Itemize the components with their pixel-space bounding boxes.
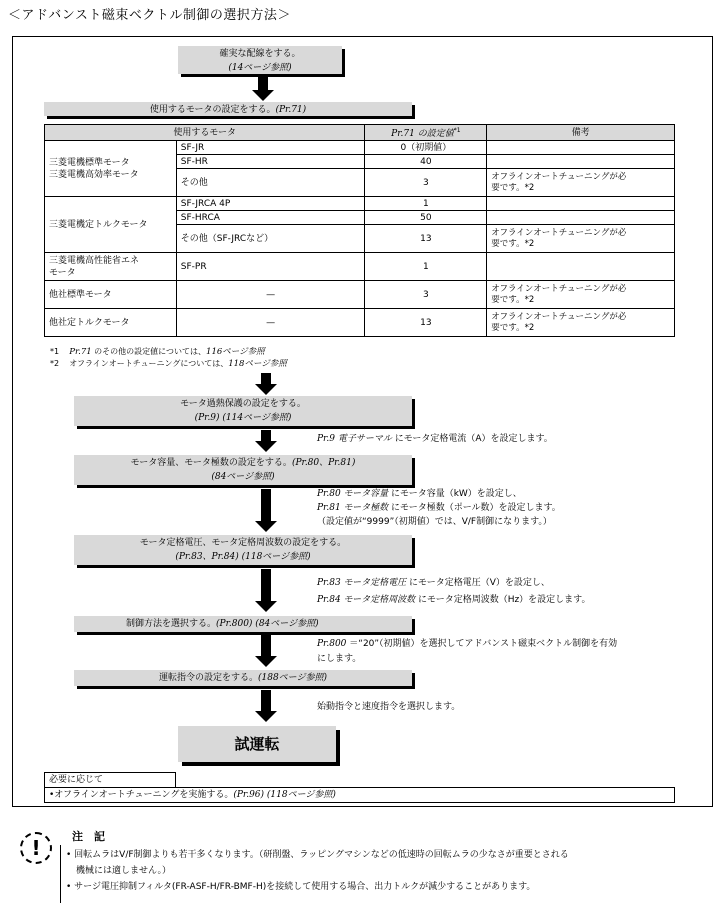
motor-model: SF-HRCA bbox=[176, 211, 365, 225]
step-rated-ref: (Pr.83、Pr.84) (118ページ参照) bbox=[175, 552, 311, 562]
col-header-pr71: Pr.71 の設定値$^{*1}$ bbox=[365, 125, 487, 141]
step-run-command bbox=[74, 670, 412, 686]
caution-item: • 回転ムラはV/F制御よりも若干多くなります。（研削盤、ラッピングマシンなどの低速時の回転ムラの少なさが重要とされる 機械には適しません。） bbox=[66, 850, 569, 876]
pr71-value: 3 bbox=[365, 281, 487, 309]
motor-group-name: 三菱電機標準モータ 三菱電機高効率モータ bbox=[45, 141, 177, 197]
step-capacity-poles bbox=[74, 455, 412, 485]
pr71-value: 1 bbox=[365, 253, 487, 281]
flow-arrow bbox=[252, 77, 274, 101]
motor-group-name: 三菱電機高性能省エネ モータ bbox=[45, 253, 177, 281]
motor-group-name: 三菱電機定トルクモータ bbox=[45, 197, 177, 253]
step-rated-label: モータ定格電圧、モータ定格周波数の設定をする。 bbox=[139, 538, 347, 548]
motor-group-name: 他社定トルクモータ bbox=[45, 309, 177, 337]
remark: オフラインオートチューニングが必 要です。*2 bbox=[487, 281, 675, 309]
step-run-ref: (188ページ参照) bbox=[257, 673, 328, 683]
motor-group-name: 他社標準モータ bbox=[45, 281, 177, 309]
step-wiring bbox=[178, 46, 342, 74]
table-header-row bbox=[45, 125, 675, 141]
note-control: Pr.800 ＝“20”（初期値）を選択してアドバンスト磁束ベクトル制御を有効 にします。 bbox=[317, 639, 618, 664]
table-row bbox=[45, 141, 675, 155]
footnote-1: *1 Pr.71 のその他の設定値については、116ページ参照 bbox=[50, 347, 265, 357]
motor-model: SF-JRCA 4P bbox=[176, 197, 365, 211]
note-run: 始動指令と速度指令を選択します。 bbox=[317, 702, 461, 712]
table-row bbox=[45, 309, 675, 337]
remark bbox=[487, 211, 675, 225]
col-header-remarks: 備考 bbox=[487, 125, 675, 141]
flow-arrow bbox=[255, 489, 277, 534]
footnote-2: *2 オフラインオートチューニングについては、118ページ参照 bbox=[50, 359, 287, 369]
optional-header: 必要に応じて bbox=[44, 772, 176, 787]
pr71-value: 50 bbox=[365, 211, 487, 225]
step-control-label: 制御方法を選択する。 bbox=[126, 619, 217, 629]
pr71-value: 3 bbox=[365, 169, 487, 197]
table-row bbox=[45, 281, 675, 309]
remark bbox=[487, 197, 675, 211]
remark bbox=[487, 141, 675, 155]
flow-arrow bbox=[255, 569, 277, 614]
pr71-value: 1 bbox=[365, 197, 487, 211]
step-test-run: 試運転 bbox=[178, 726, 336, 762]
step-motor-setting-label: 使用するモータの設定をする。 bbox=[149, 105, 276, 115]
pr71-value: 13 bbox=[365, 309, 487, 337]
step-motor-setting bbox=[44, 102, 412, 116]
motor-model: その他（SF-JRCなど） bbox=[176, 225, 365, 253]
step-thermal-label: モータ過熱保護の設定をする。 bbox=[180, 399, 306, 409]
step-thermal-protection bbox=[74, 396, 412, 426]
remark bbox=[487, 253, 675, 281]
motor-model: — bbox=[176, 309, 365, 337]
step-thermal-ref: (Pr.9) (114ページ参照) bbox=[194, 413, 292, 423]
page-title: ＜アドバンスト磁束ベクトル制御の選択方法＞ bbox=[8, 8, 291, 23]
pr71-value: 13 bbox=[365, 225, 487, 253]
flow-arrow bbox=[255, 635, 277, 669]
remark bbox=[487, 155, 675, 169]
step-motor-setting-ref: (Pr.71) bbox=[275, 105, 307, 115]
table-row bbox=[45, 197, 675, 211]
step-wiring-label: 確実な配線をする。 bbox=[219, 49, 301, 59]
step-run-label: 運転指令の設定をする。 bbox=[158, 673, 258, 683]
optional-step: •オフラインオートチューニングを実施する。(Pr.96) (118ページ参照) bbox=[44, 787, 675, 803]
caution-item: • サージ電圧抑制フィルタ(FR-ASF-H/FR-BMF-H)を接続して使用する場合、出力トルクが減少することがあります。 bbox=[66, 882, 536, 892]
step-control-method bbox=[74, 616, 412, 632]
motor-model: — bbox=[176, 281, 365, 309]
motor-model: SF-JR bbox=[176, 141, 365, 155]
pr71-value: 0（初期値） bbox=[365, 141, 487, 155]
motor-model: SF-HR bbox=[176, 155, 365, 169]
note-thermal: Pr.9 電子サーマル にモータ定格電流（A）を設定します。 bbox=[317, 434, 553, 444]
remark: オフラインオートチューニングが必 要です。*2 bbox=[487, 309, 675, 337]
caution-rule bbox=[60, 845, 61, 903]
flow-arrow bbox=[255, 690, 277, 724]
step-control-ref: (Pr.800) (84ページ参照) bbox=[216, 619, 319, 629]
step-rated-voltage bbox=[74, 535, 412, 565]
note-capacity: Pr.80 モータ容量 にモータ容量（kW）を設定し、 Pr.81 モータ極数 にモータ極数（ポール数）を設定します。 （設定値が“9999”（初期値）では、V/F制御になります。） bbox=[317, 489, 561, 527]
pr71-value: 40 bbox=[365, 155, 487, 169]
step-capacity-label: モータ容量、モータ極数の設定をする。(Pr.80、Pr.81) bbox=[130, 458, 356, 468]
motor-model: SF-PR bbox=[176, 253, 365, 281]
col-header-motor: 使用するモータ bbox=[45, 125, 365, 141]
motor-table bbox=[44, 124, 675, 337]
step-capacity-ref: (84ページ参照) bbox=[211, 472, 275, 482]
flow-arrow bbox=[255, 373, 277, 397]
note-rated: Pr.83 モータ定格電圧 にモータ定格電圧（V）を設定し、 Pr.84 モータ定格周波数 にモータ定格周波数（Hz）を設定します。 bbox=[317, 578, 591, 605]
flow-arrow bbox=[255, 430, 277, 454]
caution-title: 注 記 bbox=[72, 830, 105, 843]
remark: オフラインオートチューニングが必 要です。*2 bbox=[487, 169, 675, 197]
caution-icon: ! bbox=[20, 832, 52, 864]
caution-list bbox=[66, 847, 718, 895]
step-wiring-ref: (14ページ参照) bbox=[228, 63, 292, 73]
table-row bbox=[45, 253, 675, 281]
remark: オフラインオートチューニングが必 要です。*2 bbox=[487, 225, 675, 253]
motor-model: その他 bbox=[176, 169, 365, 197]
